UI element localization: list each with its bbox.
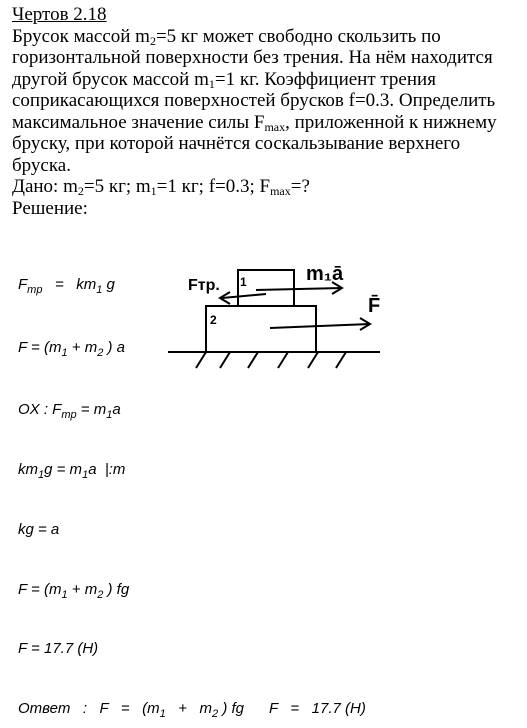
force-arrow [270,324,370,328]
equation-divide: $km_1g = m_1a$ |:m [18,461,126,481]
acceleration-arrow [256,288,342,290]
given-line: Дано: $m_2=5$ кг; $m_1=1$ кг; f=0.3; $F_{max}=$? [12,176,310,198]
equation-result: F = 17.7 (H) [18,640,99,657]
m1a-label: m₁ā [306,263,344,285]
block1-label: 1 [240,275,247,289]
problem-title: Чертов 2.18 [12,4,107,25]
equation-acceleration: kg = a [18,521,60,538]
equation-friction: $F_{mp} = km_1$ g [18,276,115,296]
equation-ox-projection: OX : $F_{mp} = m_1a$ [18,401,121,421]
force-diagram [160,252,390,382]
problem-text [12,4,522,219]
equation-force-formula: $F = (m_1 + m_2$ ) fg [18,581,130,601]
answer-line: Ответ : $F = (m_1 + m_2$ ) fg F = 17.7 (H) [18,700,366,720]
lower-block [206,306,316,352]
friction-label: Fтр. [188,277,220,294]
block2-label: 2 [210,313,217,327]
problem-statement: Брусок массой $m_2=5$ кг может свободно скользить по горизонтальной поверхности без трения. На нём находится другой брусок массой $m_1=1$ кг. Коэффициент трения соприкасающихся поверхностей брусков f=0.3. Определить максимальное значение силы $F_{max}$, приложенной к нижнему бруску, при которой начнётся соскальзывание верхнего бруска. [12,25,497,176]
equation-newton-system: $F = (m_1 + m_2$ ) a [18,339,126,359]
friction-arrow [222,294,266,298]
solution-label: Решение: [12,197,88,219]
force-label: F̄ [368,295,381,317]
